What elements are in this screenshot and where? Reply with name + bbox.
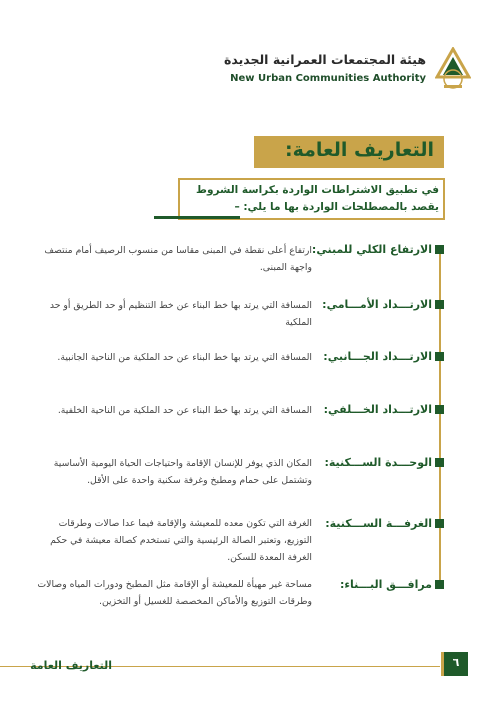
term-marker: [435, 300, 444, 309]
term-definition: المكان الذي يوفر للإنسان الإقامة واحتياجات الحياة اليومية الأساسية وتشتمل على حمام ومطبخ وغرفة سكنية واحدة على الأقل.: [53, 458, 312, 486]
intro-line-2: يقصد بالمصطلحات الواردة بها ما يلي: –: [234, 201, 439, 213]
term-marker: [435, 519, 444, 528]
term-definition: الغرفة التي تكون معده للمعيشة والإقامة فيما عدا صالات وطرقات التوزيع، وتعتبر الصالة الرئيسية والتي تستخدم كصالة معيشة في حكم الغرفة المعدة للسكن.: [50, 518, 312, 563]
intro-box: [178, 178, 445, 220]
term-definition: ارتفاع أعلى نقطة في المبنى مقاسا من منسوب الرصيف أمام منتصف واجهة المبنى.: [44, 245, 312, 273]
intro-underline: [154, 216, 240, 219]
term-marker: [435, 458, 444, 467]
term-title: الارتـــداد الخـــلفي:: [323, 403, 432, 416]
term-title: الغرفـــة الســـكنية:: [325, 517, 432, 530]
page-number: ٦: [452, 656, 460, 669]
term-definition: المسافة التي يرتد بها خط البناء عن خط التنظيم أو حد الطريق أو حد الملكية: [49, 300, 312, 328]
term-definition: مساحة غير مهيأة للمعيشة أو الإقامة مثل المطبخ ودورات المياه وصالات وطرقات التوزيع والأماكن المخصصة للغسيل أو التخزين.: [37, 579, 312, 607]
intro-line-1: في تطبيق الاشتراطات الواردة بكراسة الشروط: [196, 184, 439, 196]
term-marker: [435, 580, 444, 589]
org-name-english: New Urban Communities Authority: [230, 73, 426, 84]
term-definition: المسافة التي يرتد بها خط البناء عن حد الملكية من الناحية الخلفية.: [57, 405, 312, 416]
term-title: مرافـــق البـــناء:: [340, 578, 432, 591]
term-marker: [435, 245, 444, 254]
term-marker: [435, 352, 444, 361]
timeline-line: [439, 248, 441, 588]
term-marker: [435, 405, 444, 414]
nuca-logo-icon: [435, 47, 471, 91]
term-title: الارتفاع الكلي للمبني:: [311, 243, 432, 256]
term-title: الارتـــداد الجـــانبي:: [323, 350, 432, 363]
term-title: الوحـــدة الســـكنية:: [324, 456, 432, 469]
org-name-arabic: هيئة المجتمعات العمرانية الجديدة: [223, 52, 426, 67]
term-definition: المسافة التي يرتد بها خط البناء عن حد الملكية من الناحية الجانبية.: [57, 352, 312, 363]
section-title: التعاريف العامة:: [285, 139, 434, 161]
section-title-banner: [254, 136, 444, 168]
footer-section-title: التعاريف العامة: [30, 659, 112, 672]
page-number-box: [441, 652, 468, 676]
term-title: الارتـــداد الأمـــامي:: [322, 298, 432, 311]
